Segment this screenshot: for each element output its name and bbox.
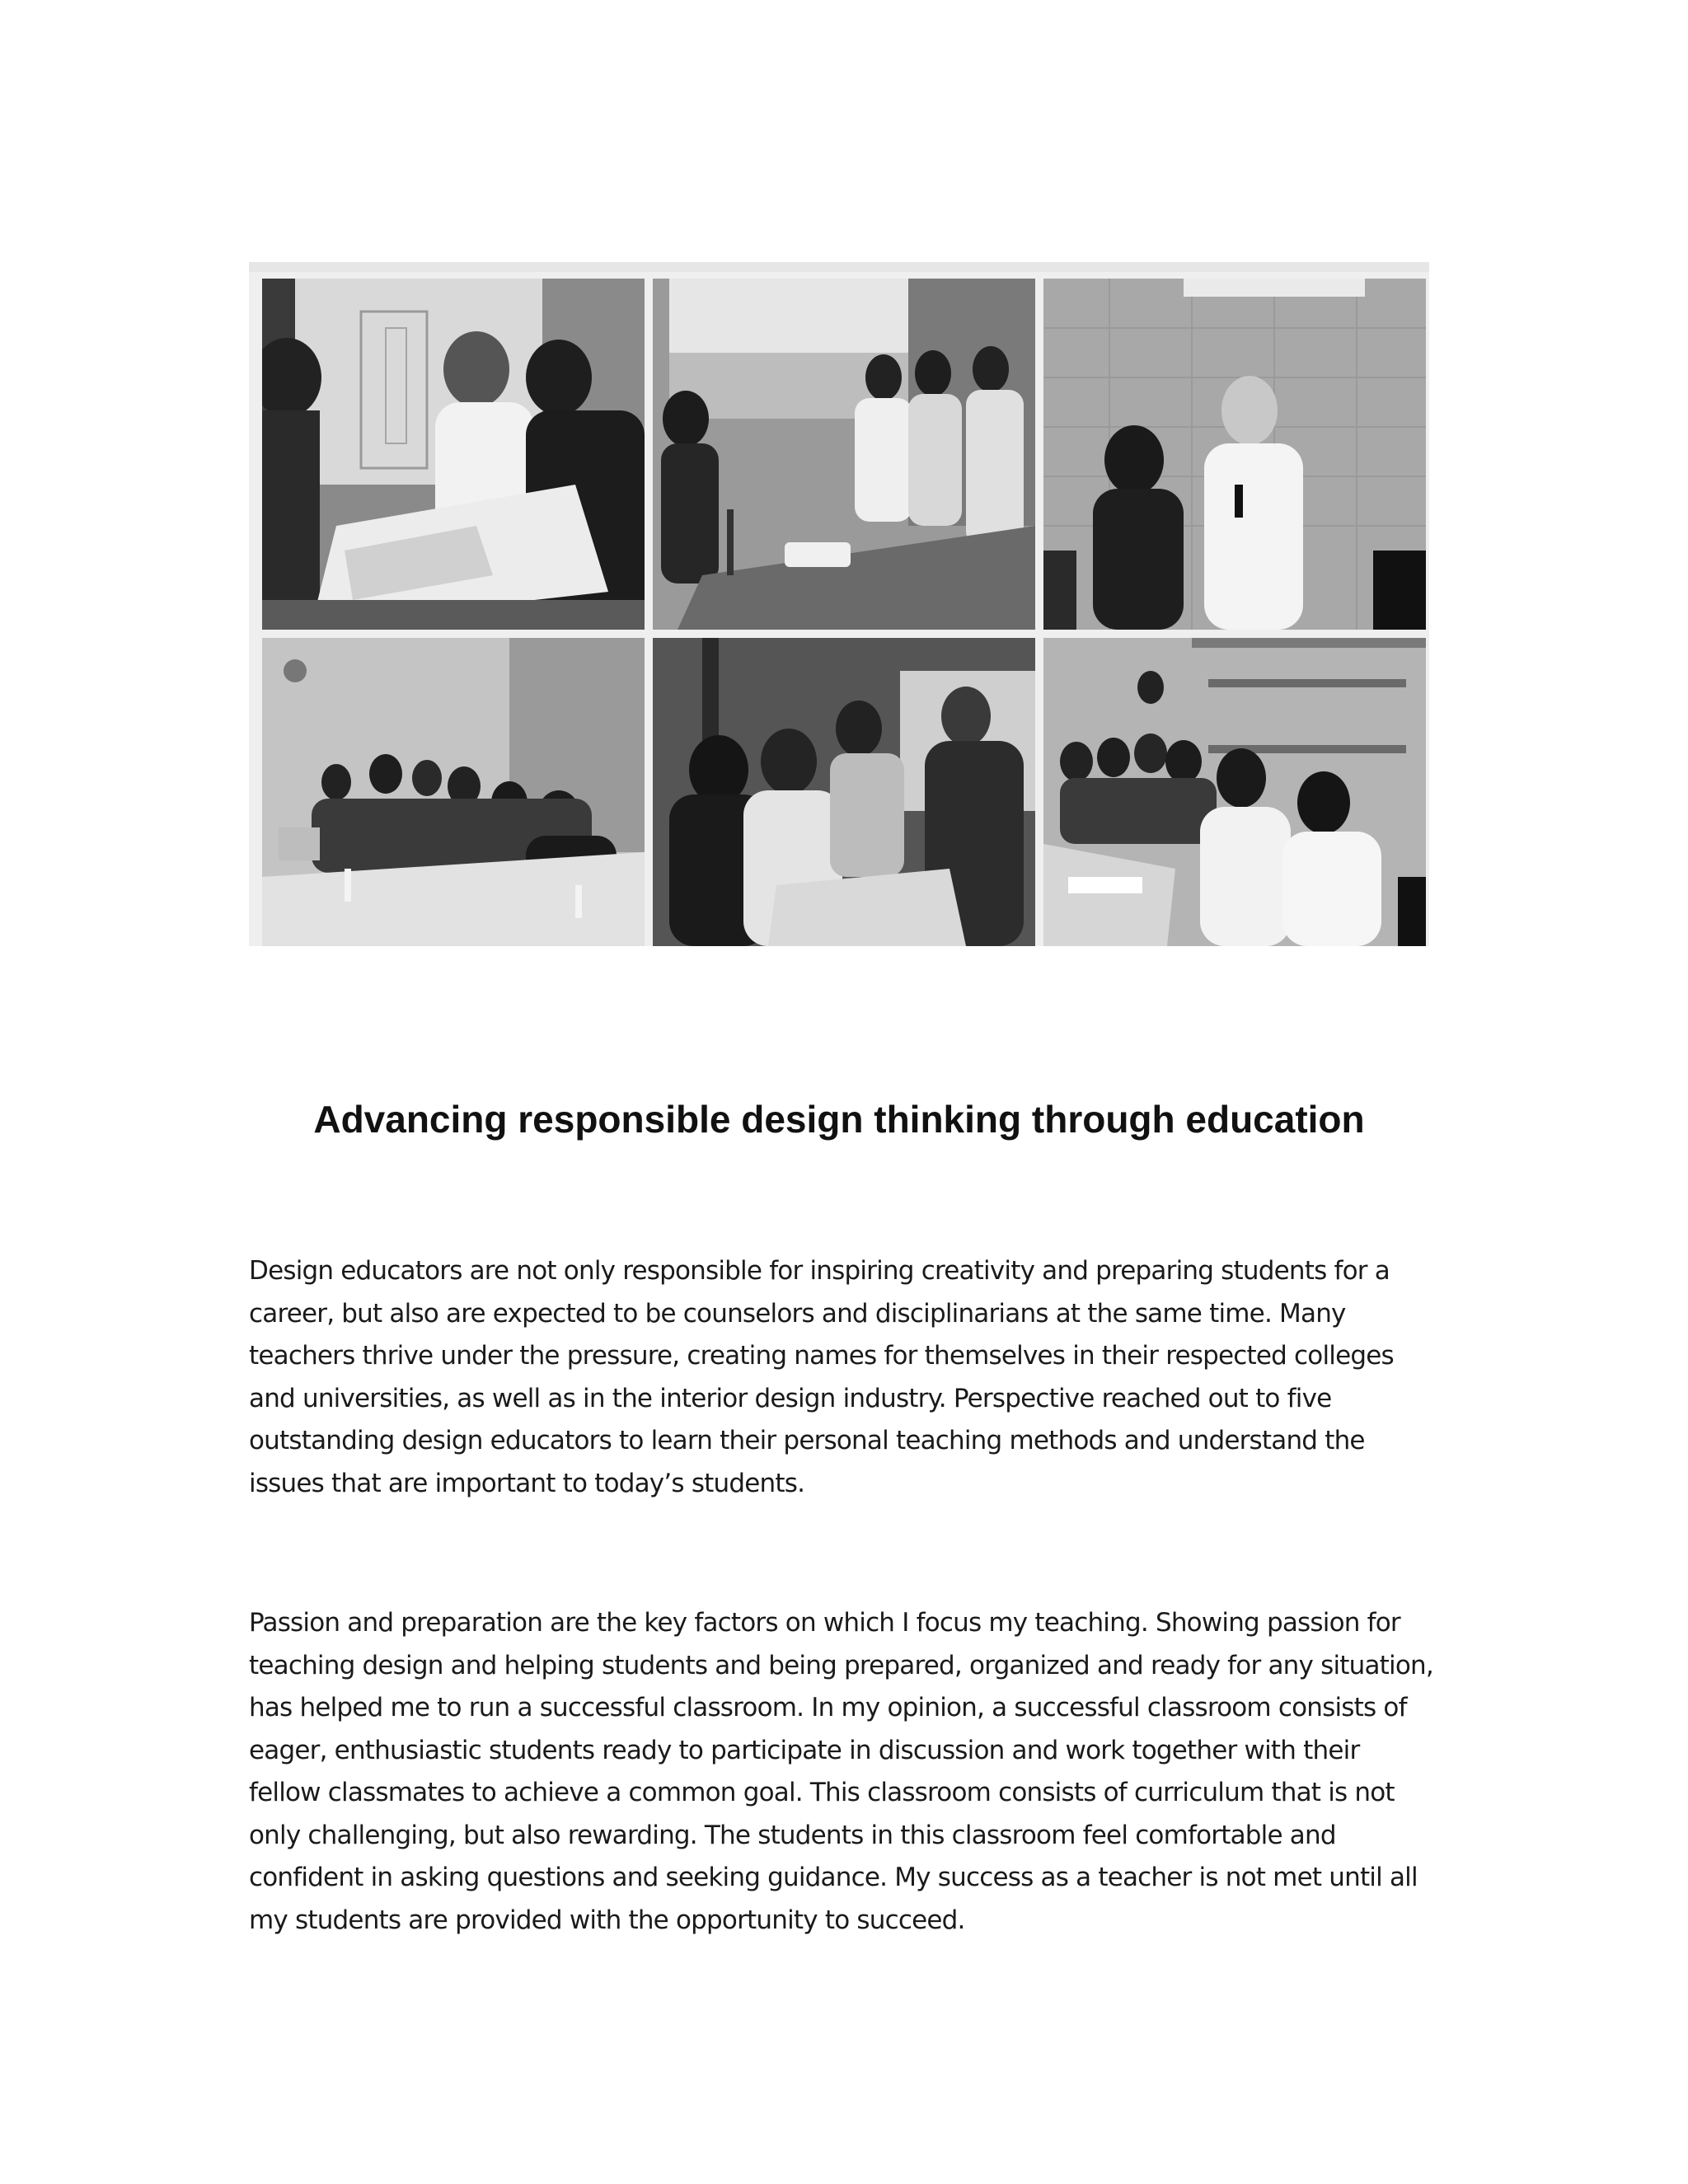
- collage-photo-5: [653, 638, 1035, 946]
- collage-photo-6: [1043, 638, 1426, 946]
- article-paragraph-1: Design educators are not only responsible for inspiring creativity and preparing students for a career, but also are expected to be counselors and disciplinarians at the same time. Many teachers thrive under the pressure, creating names for themselves in their respected colleges and universities, as well as in the interior design industry. Perspective reached out to five outstanding design educators to learn their personal teaching methods and understand the issues that are important to today’s students.: [249, 1256, 1394, 1498]
- collage-top-strip: [249, 262, 1429, 272]
- article-paragraph-2: Passion and preparation are the key factors on which I focus my teaching. Showing passion for teaching design and helping students and being prepared, organized and ready for any situation, has helped me to run a successful classroom. In my opinion, a successful classroom consists of eager, enthusiastic students ready to participate in discussion and work together with their fellow classmates to achieve a common goal. This classroom consists of curriculum that is not only challenging, but also rewarding. The students in this classroom feel comfortable and confident in asking questions and seeking guidance. My success as a teacher is not met until all my students are provided with the opportunity to succeed.: [249, 1608, 1433, 1935]
- collage-photo-2: [653, 279, 1035, 630]
- collage-photo-1: [262, 279, 645, 630]
- article-headline: Advancing responsible design thinking through education: [313, 1098, 1365, 1141]
- collage-photo-4: [262, 638, 645, 946]
- collage-photo-3: [1043, 279, 1426, 630]
- photo-collage: [249, 262, 1429, 946]
